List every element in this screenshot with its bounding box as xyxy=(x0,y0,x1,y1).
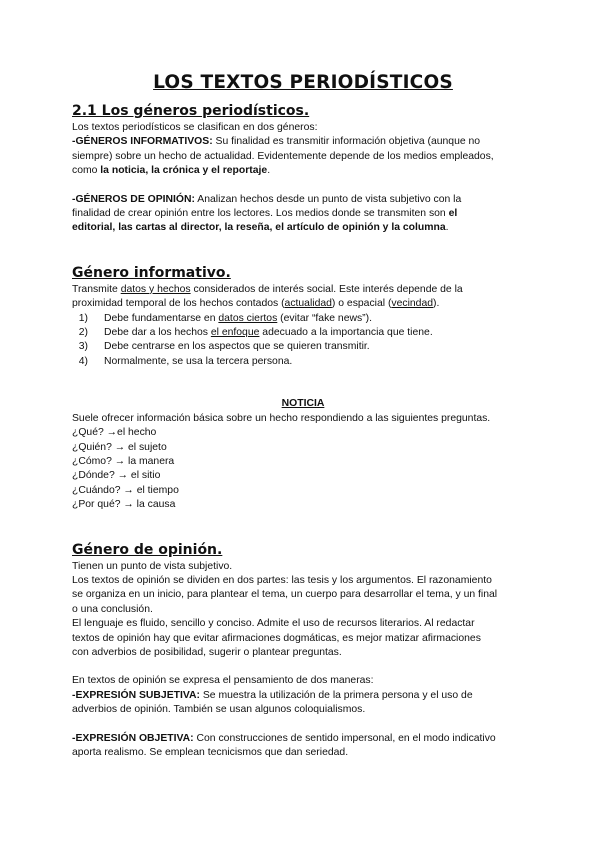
question-line: ¿Dónde? → el sitio xyxy=(72,470,161,482)
informativo-list xyxy=(72,312,534,370)
label-opinion: -GÉNEROS DE OPINIÓN: xyxy=(72,193,195,205)
opinion-p4: En textos de opinión se expresa el pensamiento de dos maneras: xyxy=(72,675,374,687)
expresion-subjetiva: -EXPRESIÓN SUBJETIVA: Se muestra la utilización de la primera persona y el uso de adverbios de opinión. También se usan algunos coloquialismos. xyxy=(72,689,473,716)
page-title: LOS TEXTOS PERIODÍSTICOS xyxy=(153,72,453,93)
question-line: ¿Por qué? → la causa xyxy=(72,499,176,511)
opinion-p2: Los textos de opinión se dividen en dos partes: las tesis y los argumentos. El razonamiento se organiza en un inicio, para plantear el tema, un cuerpo para desarrollar el tema, y un final o una conclusión. xyxy=(72,574,498,615)
question-line: ¿Cuándo? → el tiempo xyxy=(72,484,179,496)
noticia-heading: NOTICIA xyxy=(281,398,325,410)
section-heading-generos: 2.1 Los géneros periodísticos. xyxy=(72,103,310,119)
noticia-intro: Suele ofrecer información básica sobre un hecho respondiendo a las siguientes preguntas. xyxy=(72,412,491,424)
generos-opinion-paragraph: -GÉNEROS DE OPINIÓN: Analizan hechos desde un punto de vista subjetivo con la finalidad de crear opinión entre los lectores. Los medios donde se transmiten son el editorial, las cartas al director, la reseña, el artículo de opinión y la columna. xyxy=(72,193,462,234)
document-page xyxy=(72,70,534,760)
opinion-p1: Tienen un punto de vista subjetivo. xyxy=(72,560,233,572)
opinion-p3: El lenguaje es fluido, sencillo y conciso. Admite el uso de recursos literarios. Al redactar textos de opinión hay que evitar afirmaciones dogmáticas, es mejor matizar afirmaciones con adverbios de posibilidad, sugerir o plantear preguntas. xyxy=(72,618,481,658)
list-item: 2) Debe dar a los hechos el enfoque adecuado a la importancia que tiene. xyxy=(78,327,433,339)
list-item: 4) Normalmente, se usa la tercera persona. xyxy=(78,355,293,367)
generos-informativos-paragraph: -GÉNEROS INFORMATIVOS: Su finalidad es transmitir información objetiva (aunque no siempre) sobre un hecho de actualidad. Evidentemente depende de los medios empleados, como la noticia, la crónica y el reportaje. xyxy=(72,136,494,177)
label-informativos: -GÉNEROS INFORMATIVOS: xyxy=(72,136,213,148)
list-item: 1) Debe fundamentarse en datos ciertos (evitar “fake news”). xyxy=(78,312,372,324)
section-heading-informativo: Género informativo. xyxy=(72,264,231,281)
list-item: 3) Debe centrarse en los aspectos que se quieren transmitir. xyxy=(78,341,370,353)
label-objetiva: -EXPRESIÓN OBJETIVA: xyxy=(72,732,194,744)
informativo-paragraph: Transmite datos y hechos considerados de interés social. Este interés depende de la proximidad temporal de los hechos contados (actualidad) o espacial (vecindad). xyxy=(72,283,463,310)
question-line: ¿Qué? →el hecho xyxy=(72,427,157,439)
question-line: ¿Quién? → el sujeto xyxy=(72,441,167,453)
expresion-objetiva: -EXPRESIÓN OBJETIVA: Con construcciones de sentido impersonal, en el modo indicativo aporta realismo. Se emplean tecnicismos que dan seriedad. xyxy=(72,732,496,758)
label-subjetiva: -EXPRESIÓN SUBJETIVA: xyxy=(72,689,200,701)
question-line: ¿Cómo? → la manera xyxy=(72,455,175,467)
intro-line: Los textos periodísticos se clasifican en dos géneros: xyxy=(72,122,318,133)
section-heading-opinion: Género de opinión. xyxy=(72,541,223,558)
